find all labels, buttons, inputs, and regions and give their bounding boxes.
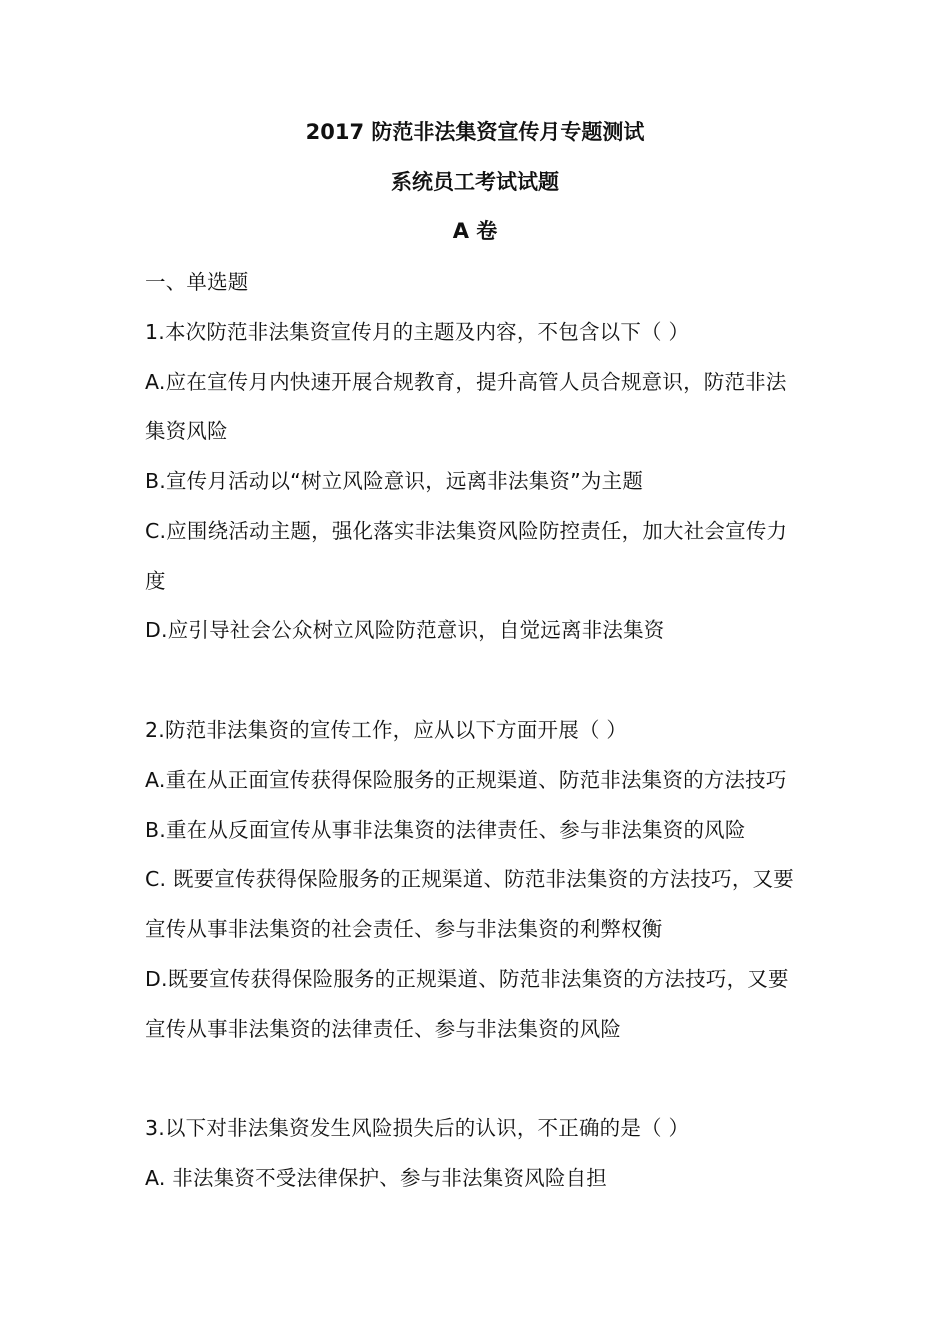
option-d-continued: 宣传从事非法集资的法律责任、参与非法集资的风险 (145, 1017, 622, 1041)
option-c-continued: 宣传从事非法集资的社会责任、参与非法集资的利弊权衡 (145, 917, 663, 941)
paper-version-label: A 卷 (452, 219, 498, 243)
option-d: D.应引导社会公众树立风险防范意识，自觉远离非法集资 (145, 618, 665, 642)
title-line-1: 2017 防范非法集资宣传月专题测试 (305, 120, 645, 144)
option-a: A. 非法集资不受法律保护、参与非法集资风险自担 (145, 1166, 607, 1190)
question-stem: 2.防范非法集资的宣传工作，应从以下方面开展（ ） (145, 718, 628, 742)
question-stem: 1.本次防范非法集资宣传月的主题及内容，不包含以下（ ） (145, 320, 690, 344)
option-b: B.重在从反面宣传从事非法集资的法律责任、参与非法集资的风险 (145, 818, 746, 842)
option-a: A.重在从正面宣传获得保险服务的正规渠道、防范非法集资的方法技巧 (145, 768, 787, 792)
option-a: A.应在宣传月内快速开展合规教育，提升高管人员合规意识，防范非法 (145, 370, 787, 394)
question-stem: 3.以下对非法集资发生风险损失后的认识，不正确的是（ ） (145, 1116, 690, 1140)
option-c-continued: 度 (145, 569, 166, 593)
option-b: B.宣传月活动以“树立风险意识，远离非法集资”为主题 (145, 469, 644, 493)
title-line-2: 系统员工考试试题 (391, 170, 559, 194)
option-a-continued: 集资风险 (145, 419, 228, 443)
section-heading: 一、单选题 (145, 270, 249, 294)
option-c: C. 既要宣传获得保险服务的正规渠道、防范非法集资的方法技巧，又要 (145, 867, 794, 891)
option-d: D.既要宣传获得保险服务的正规渠道、防范非法集资的方法技巧，又要 (145, 967, 789, 991)
option-c: C.应围绕活动主题，强化落实非法集资风险防控责任，加大社会宣传力 (145, 519, 788, 543)
